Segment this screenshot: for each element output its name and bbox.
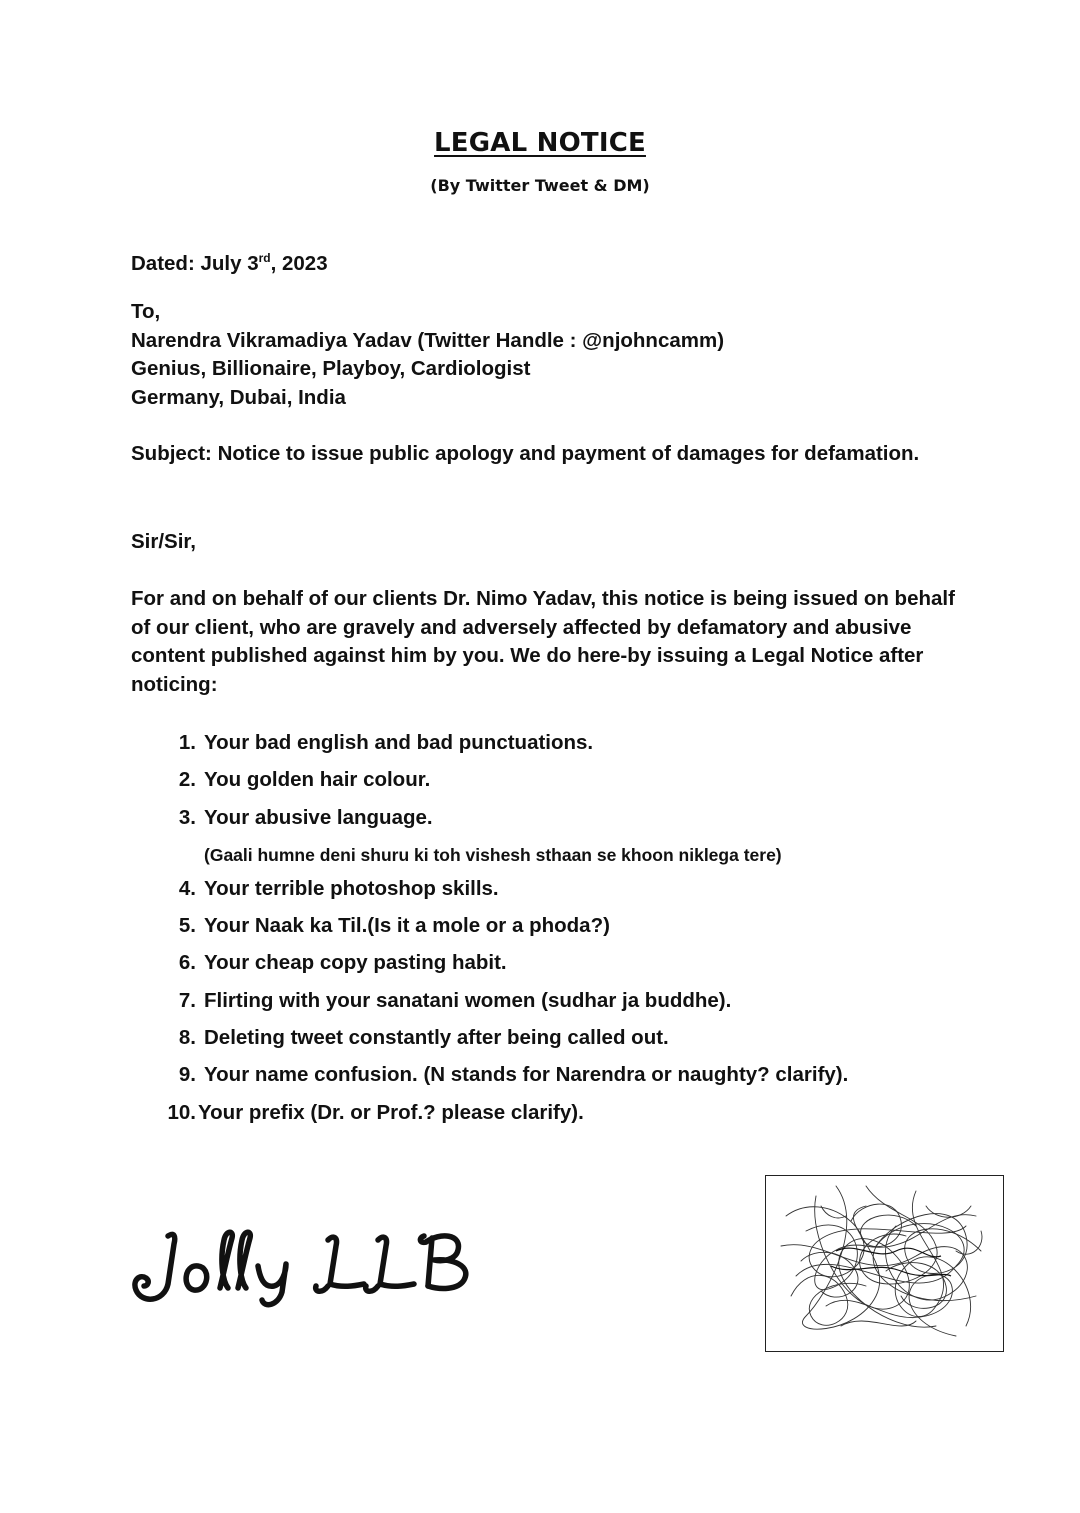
list-item-number: 1. [178,731,196,754]
list-item [160,948,960,985]
list-item-number: 9. [178,1063,196,1087]
date-suffix: , 2023 [270,252,328,275]
list-item-number: 10. [167,1100,196,1124]
list-item-number: 2. [178,768,196,792]
subject-line: Subject: Notice to issue public apology and payment of damages for defamation. [131,442,920,465]
list-item-text: Your terrible photoshop skills. [204,876,499,900]
list-item-text: Flirting with your sanatani women (sudhar ja buddhe). [204,988,732,1012]
list-item [160,803,960,840]
salutation: Sir/Sir, [131,530,196,553]
list-item [160,1023,960,1060]
list-item [160,728,960,765]
list-item-number: 8. [178,1026,196,1050]
list-item [160,1098,960,1135]
list-item [160,765,960,802]
list-item [160,1060,960,1097]
recipient-address [131,298,961,412]
address-location: Germany, Dubai, India [131,385,346,409]
date-superscript: rd [258,251,271,265]
list-item [160,986,960,1023]
address-to: To, [131,300,161,323]
date-prefix: Dated: July 3 [131,252,259,275]
list-item-text: Your Naak ka Til.(Is it a mole or a phoda?) [204,914,610,938]
list-item-number: 4. [178,876,196,900]
grievance-list [160,728,960,1135]
list-item-note [160,840,960,874]
list-item-number: 3. [178,805,196,829]
list-item-number: 6. [178,951,196,975]
list-item-text: Your prefix (Dr. or Prof.? please clarify). [198,1100,584,1124]
address-name: Narendra Vikramadiya Yadav (Twitter Handle : @njohncamm) [131,328,725,352]
list-item [160,911,960,948]
body-paragraph: For and on behalf of our clients Dr. Nimo Yadav, this notice is being issued on behalf of our client, who are gravely and adversely affected by defamatory and abusive content published against him by you. We do here-by issuing a Legal Notice after noticing: [131,587,955,696]
notice-title: LEGAL NOTICE [434,128,646,158]
list-item-text: You golden hair colour. [204,768,431,792]
list-item-text: Your bad english and bad punctuations. [204,731,594,754]
date-line [131,250,961,279]
list-item-number: 7. [178,988,196,1012]
list-item [160,874,960,911]
list-item-text: Deleting tweet constantly after being called out. [204,1026,669,1050]
signature-scribble [766,1176,1002,1350]
list-note-text: (Gaali humne deni shuru ki toh vishesh sthaan se khoon niklega tere) [204,844,782,865]
list-item-text: Your abusive language. [204,805,433,829]
list-item-number: 5. [178,914,196,938]
signature-name-artwork [128,1222,488,1312]
list-item-text: Your cheap copy pasting habit. [204,951,507,975]
list-item-text: Your name confusion. (N stands for Narendra or naughty? clarify). [204,1063,849,1087]
notice-subtitle: (By Twitter Tweet & DM) [430,176,650,195]
signature-box [765,1175,1004,1352]
address-title: Genius, Billionaire, Playboy, Cardiologist [131,357,531,380]
